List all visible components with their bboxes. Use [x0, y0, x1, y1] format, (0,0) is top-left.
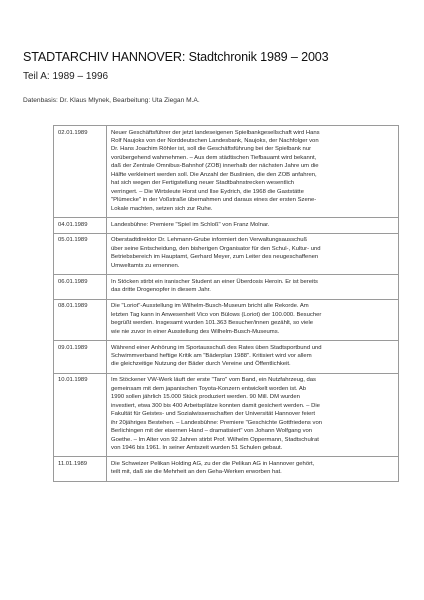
document-subtitle: Teil A: 1989 – 1996: [23, 71, 109, 82]
entry-text-line: Oberstadtdirektor Dr. Lehmann-Grube informiert den Verwaltungsausschuß: [111, 237, 308, 244]
entry-text: [107, 373, 399, 457]
document-title: STADTARCHIV HANNOVER: Stadtchronik 1989 – 2003: [23, 50, 329, 64]
entry-text-line: letzten Tag kann in Anwesenheit Vico von Bülows (Loriot) der 100.000. Besucher: [111, 311, 322, 318]
entry-text-line: Rolf Naujoks von der Norddeutschen Landesbank, Naujoks, der Nachfolger von: [111, 137, 319, 144]
entry-text-line: Hälfte verkleinert werden soll. Die Anzahl der Buslinien, die den ZOB anfahren,: [111, 171, 317, 178]
entry-text-line: Die "Loriot"-Ausstellung im Wilhelm-Busch-Museum bricht alle Rekorde. Am: [111, 303, 309, 310]
entry-text-line: Dr. Hans Joachim Röhler ist, soll die Geschäftsführung bei der Spielbank nur: [111, 146, 312, 153]
entry-date: 09.01.1989: [54, 341, 107, 374]
entry-text-line: hat sich wegen der Fertigstellung neuer Stadtbahnstrecken wesentlich: [111, 180, 295, 187]
entry-text-line: Schwimmverband heftige Kritik am "Bäderplan 1988". Kritisiert wird vor allem: [111, 352, 312, 359]
entry-text-line: verringert. – Die Wirtsleute Horst und Ilse Eydrich, die 1968 die Gaststätte: [111, 188, 304, 195]
entry-text-line: Berlichingen mit der eisernen Hand – dramatisiert" von Johann Wolfgang von: [111, 428, 313, 435]
entry-text: [107, 299, 399, 340]
entry-date: 04.01.1989: [54, 218, 107, 234]
entry-text-line: Umweltamts zu ernennen.: [111, 262, 180, 269]
entry-text: [107, 218, 399, 234]
entry-text-line: Im Stöckener VW-Werk läuft der erste "Taro" vom Band, ein Nutzfahrzeug, das: [111, 377, 316, 384]
entry-text-line: von 1946 bis 1961. In seiner Amtszeit wurden 51 Schulen gebaut.: [111, 445, 283, 451]
chronicle-row: [54, 275, 399, 299]
entry-text-line: "Plümecke" in der Voßstraße übernahmen und daraus eines der ersten Szene-: [111, 197, 317, 204]
entry-date: 05.01.1989: [54, 233, 107, 274]
entry-text-line: Betriebsbereich im Hauptamt, Gerhard Meyer, zum Leiter des neugeschaffenen: [111, 254, 319, 261]
entry-text-line: investiert, etwa 300 bis 400 Arbeitsplätze konnten damit gesichert werden. – Die: [111, 402, 320, 409]
chronicle-row: [54, 126, 399, 218]
entry-text-line: daß der Zentrale Omnibus-Bahnhof (ZOB) innerhalb der nächsten Jahre um die: [111, 163, 319, 170]
entry-text-line: wie nie zuvor in einer Ausstellung des Wilhelm-Busch-Museums.: [111, 328, 280, 335]
entry-text-line: Goethe. – Im Alter von 92 Jahren stirbt Prof. Wilhelm Oppermann, Stadtschulrat: [111, 436, 319, 443]
entry-text-line: Fakultät für Geistes- und Sozialwissenschaften der Universität Hannover feiert: [111, 411, 315, 418]
chronicle-row: [54, 233, 399, 274]
entry-date: 02.01.1989: [54, 126, 107, 218]
entry-text-line: Neuer Geschäftsführer der jetzt landeseigenen Spielbankgesellschaft wird Hans: [111, 129, 320, 136]
entry-text-line: vorübergehend wahrnehmen. – Aus dem städtischen Tiefbauamt wird bekannt,: [111, 154, 317, 161]
entry-text: [107, 457, 399, 481]
entry-text-line: ihr 20jähriges Bestehen. – Landesbühne: Premiere "Geschichte Gottfriedens von: [111, 419, 323, 426]
chronicle-row: [54, 299, 399, 340]
entry-text-line: 1990 sollen jährlich 15.000 Stück produziert werden. 90 Mill. DM wurden: [111, 394, 300, 401]
entry-date: 08.01.1989: [54, 299, 107, 340]
entry-text: [107, 275, 399, 299]
document-credits: Datenbasis: Dr. Klaus Mlynek, Bearbeitung: Uta Ziegan M.A.: [23, 97, 200, 104]
entry-text-line: Während einer Anhörung im Sportausschuß des Rates üben Stadtsportbund und: [111, 344, 322, 351]
entry-text-line: Landesbühne: Premiere "Spiel im Schloß" von Franz Molnar.: [111, 221, 270, 228]
chronicle-row: [54, 341, 399, 374]
entry-text: [107, 233, 399, 274]
entry-date: 10.01.1989: [54, 373, 107, 457]
chronicle-row: [54, 457, 399, 481]
chronicle-row: [54, 218, 399, 234]
entry-date: 06.01.1989: [54, 275, 107, 299]
entry-text-line: Lokale machten, setzen sich zur Ruhe.: [111, 205, 213, 212]
entry-text-line: Die Schweizer Pelikan Holding AG, zu der die Pelikan AG in Hannover gehört,: [111, 460, 315, 467]
entry-text-line: begrüßt werden. Insgesamt wurden 101.363 Besucher/innen gezählt, so viele: [111, 320, 314, 327]
entry-text-line: das dritte Drogenopfer in diesem Jahr.: [111, 287, 211, 294]
entry-text-line: teilt mit, daß sie die Mehrheit an den Geha-Werken erworben hat.: [111, 469, 282, 476]
entry-text: [107, 126, 399, 218]
entry-text-line: die gleichzeitige Nutzung der Bäder durch Vereine und Öffentlichkeit.: [111, 361, 291, 368]
entry-text-line: In Stöcken stirbt ein iranischer Student an einer Überdosis Heroin. Er ist bereits: [111, 278, 318, 285]
chronicle-row: [54, 373, 399, 457]
chronicle-table-body: [54, 126, 399, 482]
entry-date: 11.01.1989: [54, 457, 107, 481]
entry-text: [107, 341, 399, 374]
chronicle-table: [53, 125, 399, 482]
entry-text-line: über seine Entscheidung, den bisherigen Organisator für den Schul-, Kultur- und: [111, 245, 321, 252]
entry-text-line: gemeinsam mit dem japanischen Toyota-Konzern entwickelt worden ist. Ab: [111, 385, 307, 392]
